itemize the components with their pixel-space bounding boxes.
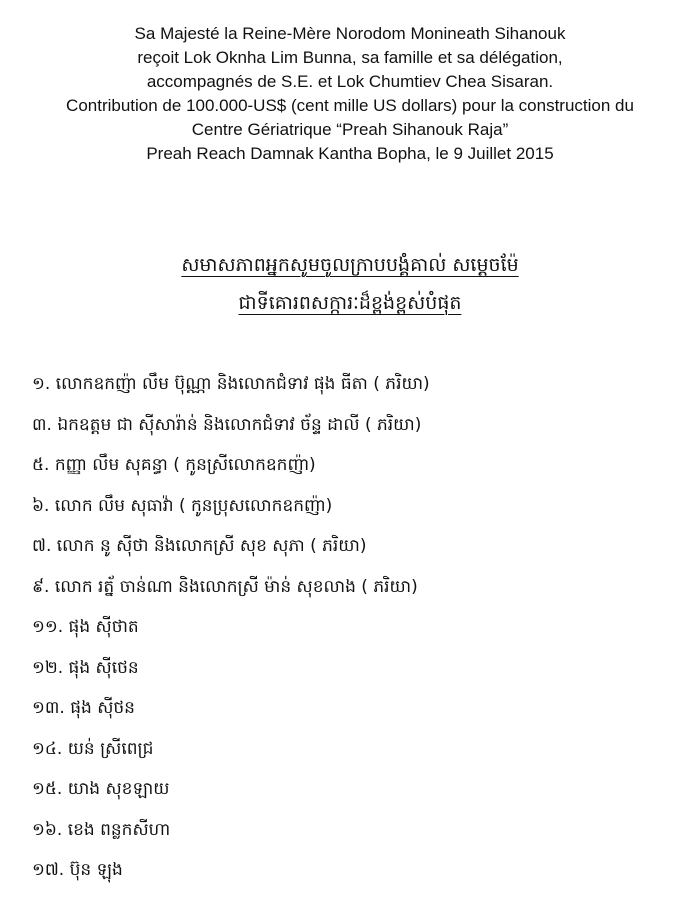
list-item xyxy=(32,364,672,405)
khmer-title xyxy=(100,246,600,322)
list-item-text: លោក នូ ស៊ីថា និងលោកស្រី សុខ សុភា ( ភរិយា) xyxy=(56,536,367,556)
list-item xyxy=(32,445,672,486)
list-item-text: ឯកឧត្ដម ជា ស៊ីសារ៉ាន់ និងលោកជំទាវ ច័ន្ទ ដាលី ( ភរិយា) xyxy=(57,414,422,435)
list-item xyxy=(32,405,672,446)
list-item xyxy=(32,486,672,527)
list-item-text: ផុង ស៊ីថាត xyxy=(68,617,139,637)
header-line: Sa Majesté la Reine-Mère Norodom Monineath Sihanouk xyxy=(134,24,566,43)
list-item-number: ១១. xyxy=(32,617,64,637)
french-header xyxy=(20,22,680,166)
list-item-text: លោក រត្ន័ ចាន់ណា និងលោកស្រី ម៉ាន់ សុខលាង ( ភរិយា) xyxy=(54,576,418,597)
list-item xyxy=(32,567,672,608)
list-item xyxy=(32,729,672,770)
header-line: accompagnés de S.E. et Lok Chumtiev Chea Sisaran. xyxy=(146,72,554,91)
list-item-number: ១៧. xyxy=(32,860,65,880)
list-item-text: ប៊ុន ឡុង xyxy=(69,860,123,880)
list-item-number: ៩. xyxy=(32,576,50,597)
list-item-number: ១៥. xyxy=(32,779,63,799)
list-item-text: យន់ ស្រីពេជ្រ xyxy=(67,738,154,759)
list-item-number: ៧. xyxy=(32,536,52,556)
list-item-number: ១៦. xyxy=(32,819,63,840)
delegation-member-list xyxy=(32,364,672,891)
list-item-number: ១៣. xyxy=(32,698,65,718)
list-item-text: ខេង ពន្លកសីហា xyxy=(67,819,171,840)
list-item xyxy=(32,526,672,567)
header-line: Preah Reach Damnak Kantha Bopha, le 9 Juillet 2015 xyxy=(146,144,554,163)
header-line: reçoit Lok Oknha Lim Bunna, sa famille et sa délégation, xyxy=(137,48,563,67)
khmer-title-text: សមាសភាពអ្នកសូមចូលក្រាបបង្គំគាល់ សម្ដេចម៉ែ xyxy=(181,254,519,276)
list-item-text: កញ្ញា លឹម សុគន្ធា ( កូនស្រីលោកឧកញ៉ា) xyxy=(54,455,316,475)
list-item-number: ៣. xyxy=(32,414,52,435)
khmer-title-line xyxy=(100,246,600,284)
khmer-title-text: ជាទីគោរពសក្ការៈដ៏ខ្ពង់ខ្ពស់បំផុត xyxy=(238,292,462,314)
list-item xyxy=(32,648,672,689)
khmer-title-line xyxy=(100,284,600,322)
list-item-text: ផុង ស៊ីថន xyxy=(70,698,135,718)
list-item-number: ១៤. xyxy=(32,738,63,759)
header-line: Contribution de 100.000-US$ (cent mille US dollars) pour la construction du xyxy=(66,96,634,115)
list-item-text: លោកឧកញ៉ា លឹម ប៊ុណ្ណា និងលោកជំទាវ ផុង ធីតា ( ភរិយា) xyxy=(55,374,430,394)
list-item xyxy=(32,688,672,729)
list-item-number: ៦. xyxy=(32,495,50,516)
list-item-text: លោក លឹម សុធាវ៉ា ( កូនប្រុសលោកឧកញ៉ា) xyxy=(54,495,333,516)
list-item xyxy=(32,769,672,810)
list-item xyxy=(32,607,672,648)
list-item-number: ១. xyxy=(32,374,51,394)
list-item xyxy=(32,850,672,891)
list-item-text: យាង សុខឡាយ xyxy=(67,779,170,799)
list-item xyxy=(32,810,672,851)
list-item-text: ផុង ស៊ីថេន xyxy=(68,657,139,678)
list-item-number: ៥. xyxy=(32,455,50,475)
header-line: Centre Gériatrique “Preah Sihanouk Raja” xyxy=(191,120,509,139)
list-item-number: ១២. xyxy=(32,657,64,678)
